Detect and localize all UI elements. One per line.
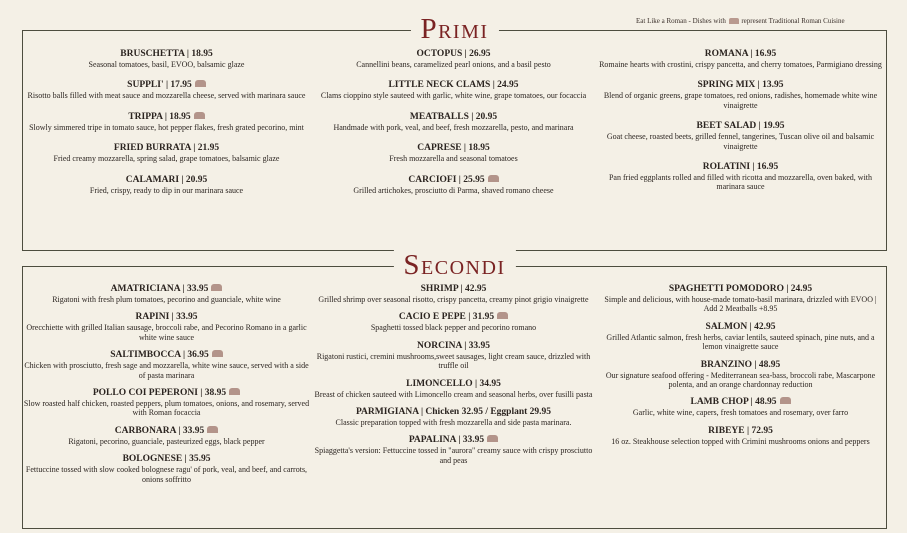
menu-item <box>310 143 597 163</box>
menu-item-title: SUPPLI' | 17.95 <box>127 80 192 91</box>
menu-item-title: RIBEYE | 72.95 <box>708 425 773 436</box>
menu-item-title: CACIO E PEPE | 31.95 <box>398 312 495 323</box>
menu-item <box>23 454 310 484</box>
menu-item-title: POLLO COI PEPERONI | 38.95 <box>92 388 227 399</box>
menu-item-name <box>597 49 884 60</box>
menu-item-name <box>23 426 310 437</box>
menu-item <box>23 388 310 418</box>
menu-item-description: Fettuccine tossed with slow cooked bolognese ragu' of pork, veal, and beef, and carrots, onions soffritto <box>25 465 308 484</box>
menu-item-title: PAPALINA | 33.95 <box>408 435 485 446</box>
menu-item-description: Rigatoni with fresh plum tomatoes, pecorino and guanciale, white wine <box>52 295 281 304</box>
menu-item-name <box>310 312 597 323</box>
menu-item-description: Chicken with prosciutto, fresh sage and mozzarella, white wine sauce, served with a side of pasta marinara <box>24 361 309 380</box>
menu-item-title: BRANZINO | 48.95 <box>700 359 781 370</box>
menu-item-description: Classic preparation topped with fresh mozzarella and side pasta marinara. <box>335 418 572 428</box>
menu-item <box>23 143 310 163</box>
section-title-secondi: Secondi <box>393 248 515 282</box>
menu-item-name <box>23 143 310 154</box>
menu-item <box>597 322 884 352</box>
colosseum-icon <box>780 397 791 404</box>
menu-item-title: BOLOGNESE | 35.95 <box>122 454 211 465</box>
menu-item-description: Rigatoni, pecorino, guanciale, pasteurized eggs, black pepper <box>68 436 265 446</box>
menu-item-title: LAMB CHOP | 48.95 <box>690 397 777 408</box>
menu-item-name <box>310 175 597 186</box>
primi-column <box>310 49 597 250</box>
secondi-column <box>23 284 310 528</box>
menu-item <box>597 162 884 192</box>
menu-item <box>310 49 597 69</box>
menu-item <box>597 121 884 151</box>
colosseum-icon <box>487 435 498 442</box>
menu-item <box>310 312 597 332</box>
menu-item-title: TRIPPA | 18.95 <box>128 111 191 122</box>
menu-item <box>310 435 597 465</box>
colosseum-icon <box>729 18 739 24</box>
menu-item-name <box>23 284 310 295</box>
menu-item-name <box>23 388 310 399</box>
menu-item-name <box>310 80 597 91</box>
secondi-column <box>597 284 884 528</box>
menu-item-description: Grilled Atlantic salmon, fresh herbs, caviar lentils, sauteed spinach, pine nuts, and a lemon vinaigrette sauce <box>606 332 875 352</box>
colosseum-icon <box>211 284 222 291</box>
menu-item-description: Grilled artichokes, prosciutto di Parma, shaved romano cheese <box>353 185 554 195</box>
menu-item <box>310 379 597 399</box>
menu-item-name <box>23 112 310 123</box>
menu-item <box>310 341 597 371</box>
menu-item-name <box>597 80 884 91</box>
colosseum-icon <box>488 175 499 182</box>
menu-item-title: NORCINA | 33.95 <box>416 340 491 351</box>
menu-item-title: SPAGHETTI POMODORO | 24.95 <box>668 284 813 294</box>
menu-item-title: CARBONARA | 33.95 <box>114 425 205 436</box>
menu-item-title: SPRING MIX | 13.95 <box>697 80 784 91</box>
tagline-after: represent Traditional Roman Cuisine <box>741 17 845 25</box>
menu-item <box>310 175 597 195</box>
menu-item-name <box>310 435 597 446</box>
colosseum-icon <box>229 388 240 395</box>
menu-item-description: Spaghetti tossed black pepper and pecorino romano <box>370 323 537 333</box>
menu-item-title: LIMONCELLO | 34.95 <box>406 378 501 389</box>
menu-item-title: CARCIOFI | 25.95 <box>408 174 485 185</box>
menu-item <box>23 80 310 100</box>
menu-item <box>310 112 597 132</box>
menu-item-title: SHRIMP | 42.95 <box>420 284 487 294</box>
colosseum-icon <box>212 350 223 357</box>
menu-item-title: ROMANA | 16.95 <box>704 49 777 59</box>
menu-item <box>597 49 884 69</box>
menu-item-name <box>23 454 310 465</box>
menu-item-description: Spiaggetta's version: Fettuccine tossed in "aurora" creamy sauce with crispy prosciutto and peas <box>314 446 593 465</box>
menu-item-name <box>310 49 597 60</box>
menu-item-description: Romaine hearts with crostini, crispy pancetta, and cherry tomatoes, Parmigiano dressing <box>599 60 882 69</box>
menu-item <box>597 397 884 417</box>
menu-item-description: Grilled shrimp over seasonal risotto, crispy pancetta, creamy pinot grigio vinaigrette <box>318 295 589 304</box>
colosseum-icon <box>195 80 206 87</box>
menu-item-title: MEATBALLS | 20.95 <box>409 111 498 122</box>
menu-item-description: Orecchiette with grilled Italian sausage, broccoli rabe, and Pecorino Romano in a garlic white wine sauce <box>26 323 307 342</box>
primi-column <box>597 49 884 250</box>
menu-item-title: CALAMARI | 20.95 <box>125 174 208 185</box>
menu-item <box>310 284 597 304</box>
menu-item-description: Our signature seafood offering - Mediterranean sea-bass, broccoli rabe, Mascarpone polenta, and an orange chardonnay reduction <box>605 370 876 390</box>
menu-item-title: RAPINI | 33.95 <box>135 312 198 323</box>
menu-item-name <box>23 312 310 323</box>
menu-item-title: CAPRESE | 18.95 <box>417 143 490 154</box>
menu-item-name <box>310 379 597 390</box>
menu-item <box>597 80 884 110</box>
menu-item-description: 16 oz. Steakhouse selection topped with Crimini mushrooms onions and peppers <box>611 436 870 446</box>
menu-item-description: Simple and delicious, with house-made tomato-basil marinara, drizzled with EVOO | Add 2 Meatballs +8.95 <box>604 295 877 314</box>
tagline-before: Eat Like a Roman - Dishes with <box>636 17 726 25</box>
menu-item <box>597 360 884 390</box>
menu-item-title: BRUSCHETTA | 18.95 <box>120 49 213 59</box>
menu-item-description: Seasonal tomatoes, basil, EVOO, balsamic glaze <box>88 60 245 69</box>
colosseum-icon <box>207 426 218 433</box>
menu-item-title: BEET SALAD | 19.95 <box>696 121 785 132</box>
menu-item-name <box>310 341 597 352</box>
menu-item-name <box>310 143 597 154</box>
menu-item-description: Garlic, white wine, capers, fresh tomatoes and rosemary, over farro <box>632 408 849 418</box>
menu-item <box>23 284 310 304</box>
menu-item-title: FRIED BURRATA | 21.95 <box>113 143 220 154</box>
menu-item-description: Fresh mozzarella and seasonal tomatoes <box>389 154 518 164</box>
menu-item-name <box>597 162 884 173</box>
menu-item-description: Cannellini beans, caramelized pearl onions, and a basil pesto <box>356 60 551 69</box>
menu-item <box>23 49 310 69</box>
menu-item-title: OCTOPUS | 26.95 <box>416 49 491 59</box>
menu-item-description: Rigatoni rustici, cremini mushrooms,sweet sausages, light cream sauce, drizzled with truffle oil <box>316 351 591 371</box>
menu-item-title: SALTIMBOCCA | 36.95 <box>110 350 209 361</box>
menu-item-name <box>597 397 884 408</box>
menu-item-title: LITTLE NECK CLAMS | 24.95 <box>388 80 519 91</box>
tagline <box>636 17 902 25</box>
menu-item-name <box>597 322 884 333</box>
menu-item-title: SALMON | 42.95 <box>705 321 776 332</box>
section-title-primi: Primi <box>410 12 498 46</box>
menu-item-name <box>597 360 884 371</box>
menu-item <box>23 112 310 132</box>
menu-item <box>23 175 310 195</box>
menu-item-name <box>310 407 597 418</box>
menu-item-description: Breast of chicken sauteed with Limoncello cream and seasonal herbs, over fusilli pasta <box>314 389 593 399</box>
menu-item-description: Handmade with pork, veal, and beef, fresh mozzarella, pesto, and marinara <box>333 122 574 132</box>
menu-item-description: Risotto balls filled with meat sauce and mozzarella cheese, served with marinara sauce <box>27 91 306 101</box>
menu-item-title: ROLATINI | 16.95 <box>702 162 779 173</box>
menu-item-name <box>597 121 884 132</box>
menu-item-name <box>310 112 597 123</box>
menu-item-description: Blend of organic greens, grape tomatoes, red onions, radishes, homemade white wine vinaigrette <box>603 91 878 110</box>
menu-item-description: Slowly simmered tripe in tomato sauce, hot pepper flakes, fresh grated pecorino, mint <box>29 122 304 132</box>
primi-columns <box>23 31 886 250</box>
menu-item-name <box>597 284 884 295</box>
menu-item <box>310 80 597 100</box>
menu-item-description: Clams cioppino style sauteed with garlic, white wine, grape tomatoes, our focaccia <box>320 91 587 101</box>
menu-item-name <box>310 284 597 295</box>
menu-item-name <box>23 350 310 361</box>
secondi-column <box>310 284 597 528</box>
colosseum-icon <box>194 112 205 119</box>
menu-item-description: Goat cheese, roasted beets, grilled fennel, tangerines, Tuscan olive oil and balsamic vinaigrette <box>606 132 875 151</box>
colosseum-icon <box>497 312 508 319</box>
menu-item <box>23 350 310 380</box>
secondi-section <box>22 249 887 529</box>
menu-item <box>310 407 597 427</box>
menu-item-name <box>23 49 310 60</box>
menu-item-description: Fried, crispy, ready to dip in our marinara sauce <box>89 185 244 195</box>
menu-item-name <box>597 426 884 437</box>
menu-item <box>23 312 310 342</box>
menu-item-title: PARMIGIANA | Chicken 32.95 / Eggplant 29.95 <box>355 407 552 418</box>
menu-item-description: Fried creamy mozzarella, spring salad, grape tomatoes, balsamic glaze <box>53 154 280 164</box>
primi-column <box>23 49 310 250</box>
menu-item <box>23 426 310 446</box>
menu-item-name <box>23 175 310 186</box>
menu-item <box>597 284 884 314</box>
menu-item-description: Pan fried eggplants rolled and filled with ricotta and mozzarella, oven baked, with marinara sauce <box>608 173 873 192</box>
secondi-columns <box>23 267 886 528</box>
menu-item <box>597 426 884 446</box>
menu-item-description: Slow roasted half chicken, roasted peppers, plum tomatoes, onions, and rosemary, served with Roman focaccia <box>23 399 310 418</box>
menu-item-title: AMATRICIANA | 33.95 <box>110 284 209 294</box>
menu-item-name <box>23 80 310 91</box>
